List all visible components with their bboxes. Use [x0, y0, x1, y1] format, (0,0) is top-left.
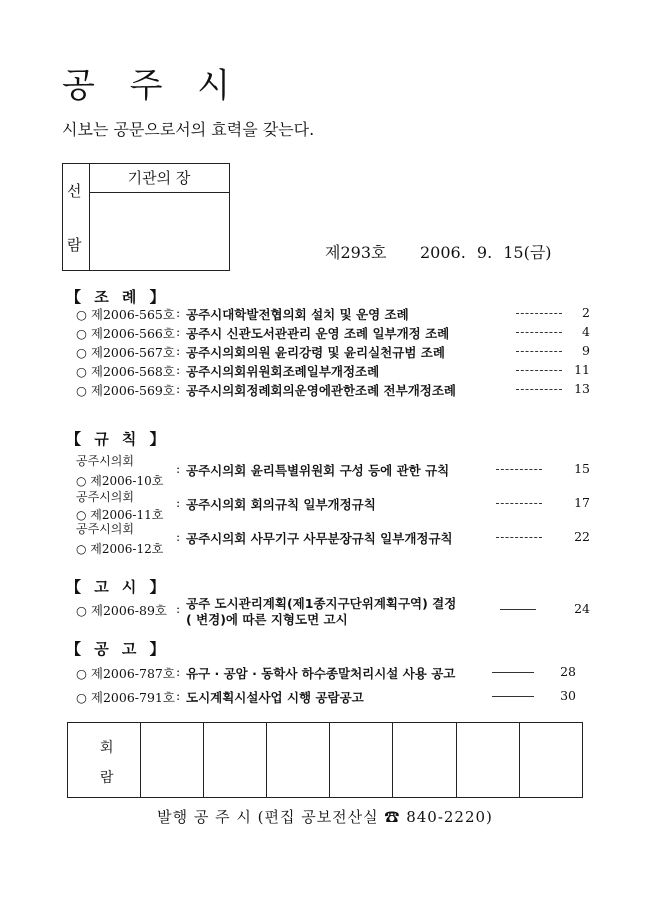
- item-page: 4: [582, 324, 590, 339]
- page-subtitle: 시보는 공문으로서의 효력을 갖는다.: [62, 120, 315, 139]
- item-colon: :: [176, 381, 181, 396]
- item-page: 24: [574, 601, 590, 616]
- leader-line: [516, 370, 562, 371]
- item-issuer: 공주시의회: [76, 522, 134, 536]
- item-issuer: 공주시의회: [76, 454, 134, 468]
- item-number: ○ 제2006-12호: [76, 542, 164, 556]
- item-colon: :: [176, 688, 181, 703]
- circulation-cell: [457, 723, 520, 797]
- leader-line: [500, 609, 536, 610]
- item-page: 11: [574, 362, 590, 377]
- item-title: 유구 · 공암 · 동학사 하수종말처리시설 사용 공고: [186, 666, 456, 681]
- item-title-line-1: 공주 도시관리계획(제1종지구단위계획구역) 결정: [186, 596, 457, 611]
- circulation-cell: [520, 723, 582, 797]
- item-colon: :: [176, 343, 181, 358]
- circulation-label-top: 회: [100, 740, 114, 756]
- leader-line: [492, 672, 534, 673]
- item-page: 22: [574, 529, 590, 544]
- item-page: 2: [582, 305, 590, 320]
- item-colon: :: [176, 461, 181, 476]
- list-item[interactable]: [76, 305, 596, 323]
- item-title-line-2: ( 변경)에 따른 지형도면 고시: [186, 612, 348, 627]
- item-colon: :: [176, 601, 181, 616]
- item-number: ○ 제2006-791호: [76, 690, 175, 705]
- circulation-cell: [393, 723, 456, 797]
- list-item[interactable]: [76, 343, 596, 361]
- item-page: 13: [574, 381, 590, 396]
- item-title: 도시계획시설사업 시행 공람공고: [186, 690, 364, 705]
- item-colon: :: [176, 664, 181, 679]
- item-colon: :: [176, 305, 181, 320]
- leader-line: [516, 389, 562, 390]
- approval-side-label-bottom: 람: [67, 236, 82, 254]
- list-item[interactable]: [76, 362, 596, 380]
- circulation-cell: [141, 723, 204, 797]
- item-page: 30: [560, 688, 576, 703]
- issue-number: 제293호: [325, 243, 387, 262]
- item-title: 공주시 신관도서관관리 운영 조례 일부개정 조례: [186, 326, 450, 341]
- item-number: ○ 제2006-565호: [76, 307, 175, 322]
- item-number: ○ 제2006-568호: [76, 364, 175, 379]
- leader-line: [516, 332, 562, 333]
- item-page: 9: [582, 343, 590, 358]
- item-number: ○ 제2006-566호: [76, 326, 175, 341]
- item-title: 공주시의회정례회의운영에관한조례 전부개정조례: [186, 383, 457, 398]
- item-page: 15: [574, 461, 590, 476]
- item-title: 공주시의회 사무기구 사무분장규칙 일부개정규칙: [186, 531, 453, 546]
- item-page: 17: [574, 495, 590, 510]
- list-item[interactable]: [76, 688, 596, 706]
- list-item[interactable]: [76, 381, 596, 399]
- leader-line: [496, 469, 542, 470]
- item-title: 공주시의회의원 윤리강령 및 윤리실천규범 조례: [186, 345, 445, 360]
- circulation-label-cell: [68, 723, 141, 797]
- leader-line: [496, 537, 542, 538]
- circulation-label-bottom: 람: [100, 770, 114, 786]
- item-page: 28: [560, 664, 576, 679]
- leader-line: [516, 313, 562, 314]
- item-number: ○ 제2006-787호: [76, 666, 175, 681]
- item-colon: :: [176, 495, 181, 510]
- section-heading-notice: 【 고 시 】: [66, 578, 169, 596]
- item-title: 공주시의회위원회조례일부개정조례: [186, 364, 380, 379]
- leader-line: [492, 696, 534, 697]
- item-number: ○ 제2006-567호: [76, 345, 175, 360]
- list-item[interactable]: [76, 596, 596, 637]
- section-heading-announcement: 【 공 고 】: [66, 640, 169, 658]
- item-title: 공주시의회 윤리특별위원회 구성 등에 관한 규칙: [186, 463, 450, 478]
- list-item[interactable]: [76, 324, 596, 342]
- leader-line: [496, 503, 542, 504]
- circulation-cell: [330, 723, 393, 797]
- item-colon: :: [176, 529, 181, 544]
- item-issuer: 공주시의회: [76, 490, 134, 504]
- leader-line: [516, 351, 562, 352]
- list-item[interactable]: [76, 664, 596, 682]
- item-colon: :: [176, 324, 181, 339]
- approval-box: [62, 163, 230, 271]
- circulation-cell: [267, 723, 330, 797]
- circulation-table: [67, 722, 583, 798]
- item-colon: :: [176, 362, 181, 377]
- item-number: ○ 제2006-569호: [76, 383, 175, 398]
- approval-head: 기관의 장: [89, 164, 229, 193]
- item-number: ○ 제2006-89호: [76, 603, 167, 618]
- section-heading-ordinance: 【 조 례 】: [66, 288, 169, 306]
- item-title: 공주시대학발전협의회 설치 및 운영 조례: [186, 307, 409, 322]
- section-heading-rules: 【 규 칙 】: [66, 430, 169, 448]
- item-number: ○ 제2006-11호: [76, 508, 164, 522]
- approval-side-label-top: 선: [67, 182, 82, 200]
- page-title: 공 주 시: [62, 66, 243, 106]
- circulation-cell: [204, 723, 267, 797]
- publisher-footer: 발행 공 주 시 (편집 공보전산실 ☎ 840-2220): [157, 808, 493, 826]
- issue-date: 2006. 9. 15(금): [420, 243, 552, 262]
- item-number: ○ 제2006-10호: [76, 474, 164, 488]
- approval-side-column: [63, 164, 90, 270]
- item-title: 공주시의회 회의규칙 일부개정규칙: [186, 497, 376, 512]
